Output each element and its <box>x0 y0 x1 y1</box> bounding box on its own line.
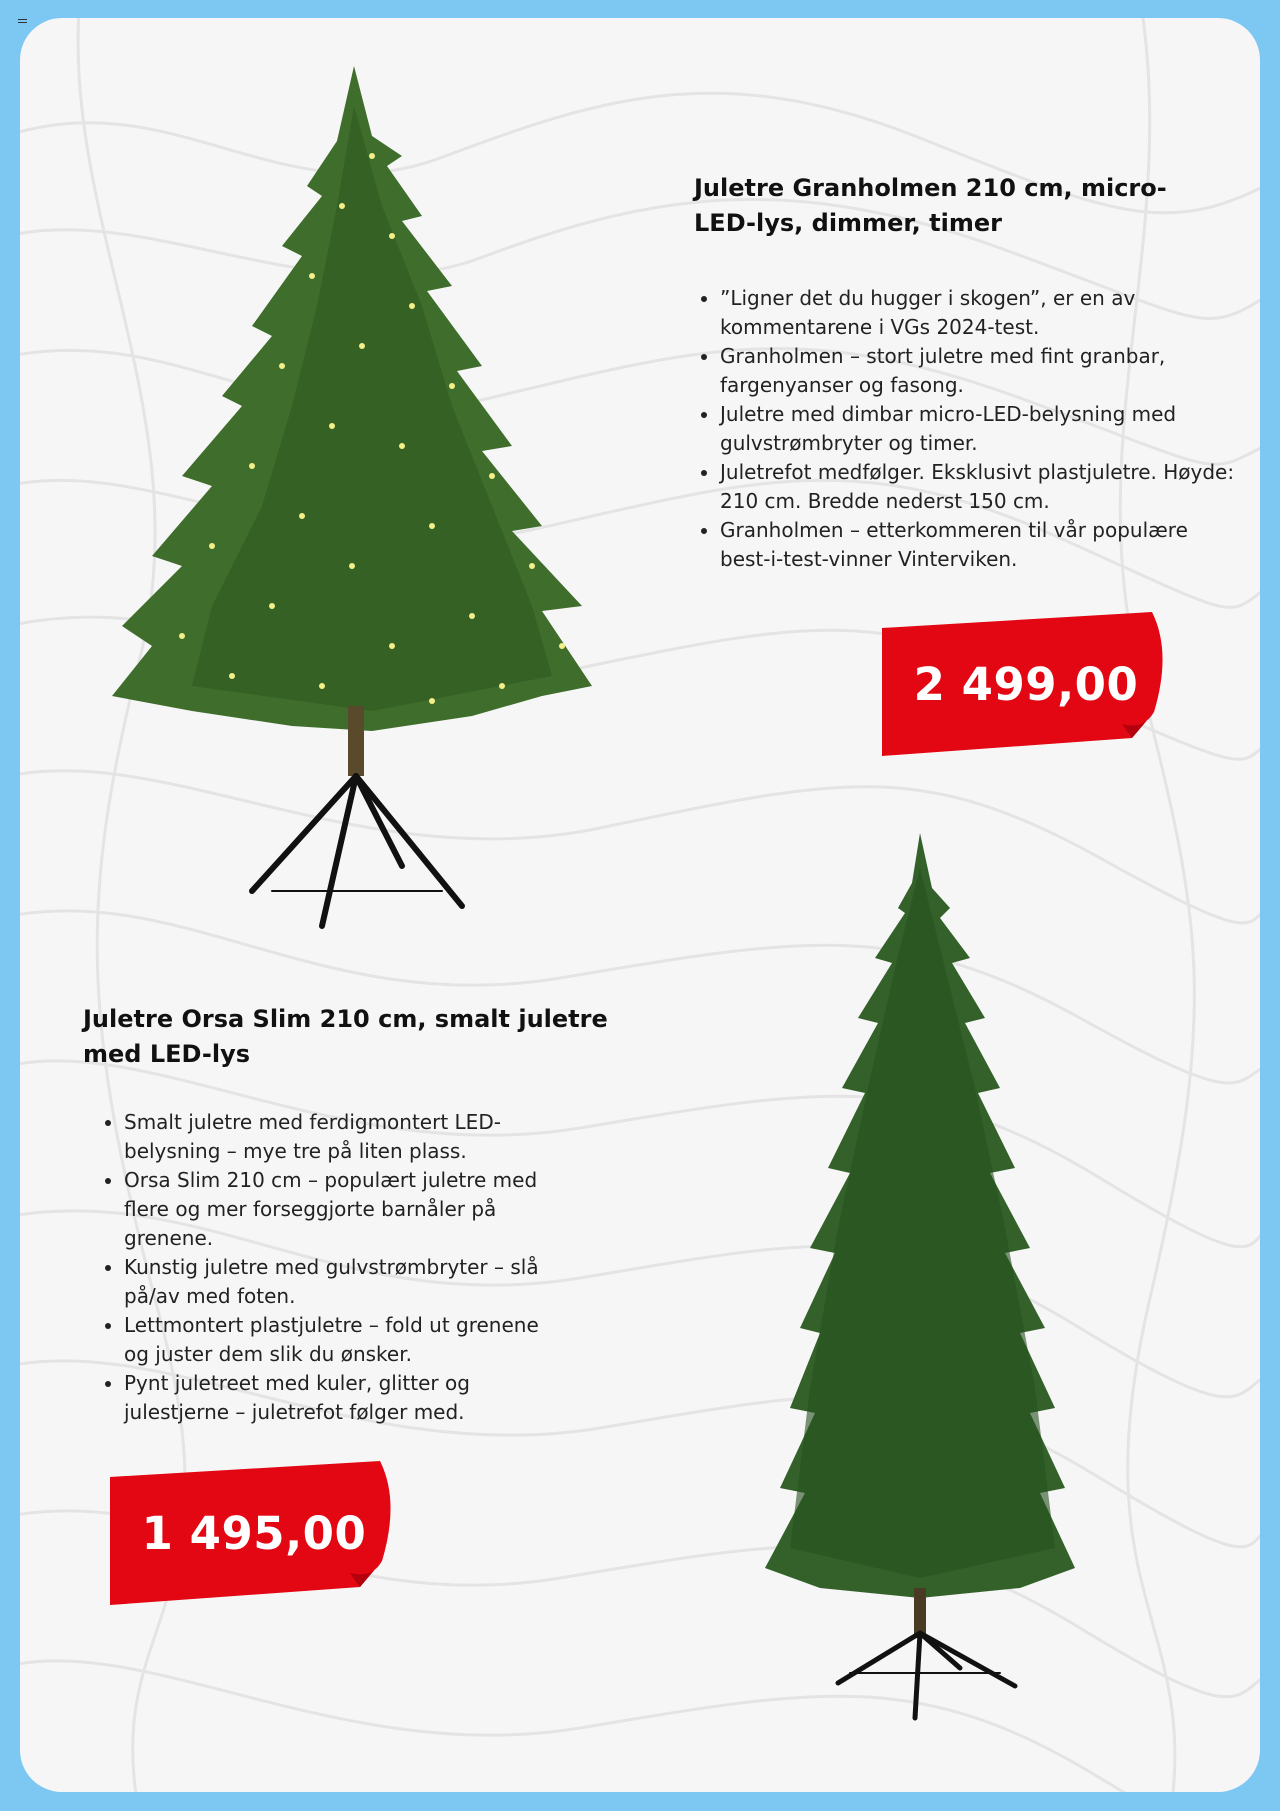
product-1-feature: • Juletrefot medfølger. Eksklusivt plastjuletre. Høyde: 210 cm. Bredde nederst 150 cm. <box>720 458 1240 516</box>
product-2-feature-list <box>98 1108 554 1427</box>
product-1-price-tag <box>882 612 1170 756</box>
product-1-feature-list <box>694 284 1240 574</box>
product-2-feature: • Lettmontert plastjuletre – fold ut grenene og juster dem slik du ønsker. <box>124 1311 554 1369</box>
product-1-title-line-2: LED-lys, dimmer, timer <box>694 209 1002 237</box>
product-2-price: 1 495,00 <box>141 1506 367 1560</box>
christmas-tree-icon <box>112 66 592 926</box>
product-2-feature: • Pynt juletreet med kuler, glitter og julestjerne – juletrefot følger med. <box>124 1369 554 1427</box>
product-2-feature: • Orsa Slim 210 cm – populært juletre med flere og mer forseggjorte barnåler på grenene. <box>124 1166 554 1253</box>
orsa-slim-tree-image <box>720 828 1140 1728</box>
product-1-feature: • Granholmen – stort juletre med fint granbar, fargenyanser og fasong. <box>720 342 1240 400</box>
product-2-title-line-2: med LED-lys <box>83 1040 250 1068</box>
product-2-title-line-1: Juletre Orsa Slim 210 cm, smalt juletre <box>83 1005 608 1033</box>
product-2-title <box>83 1002 608 1072</box>
product-1-feature: • Juletre med dimbar micro-LED-belysning med gulvstrømbryter og timer. <box>720 400 1240 458</box>
product-1-price: 2 499,00 <box>913 657 1139 711</box>
product-2-price-tag <box>110 1461 398 1605</box>
product-1-feature: • Granholmen – etterkommeren til vår populære best-i-test-vinner Vinterviken. <box>720 516 1240 574</box>
product-page <box>20 18 1260 1792</box>
granholmen-tree-image <box>72 46 632 946</box>
product-1-title-line-1: Juletre Granholmen 210 cm, micro- <box>694 174 1167 202</box>
product-1-feature: • ”Ligner det du hugger i skogen”, er en av kommentarene i VGs 2024-test. <box>720 284 1240 342</box>
product-2-feature: • Kunstig juletre med gulvstrømbryter – slå på/av med foten. <box>124 1253 554 1311</box>
product-1-title <box>694 171 1167 241</box>
christmas-tree-icon <box>765 833 1075 1718</box>
product-2-feature: • Smalt juletre med ferdigmontert LED-belysning – mye tre på liten plass. <box>124 1108 554 1166</box>
